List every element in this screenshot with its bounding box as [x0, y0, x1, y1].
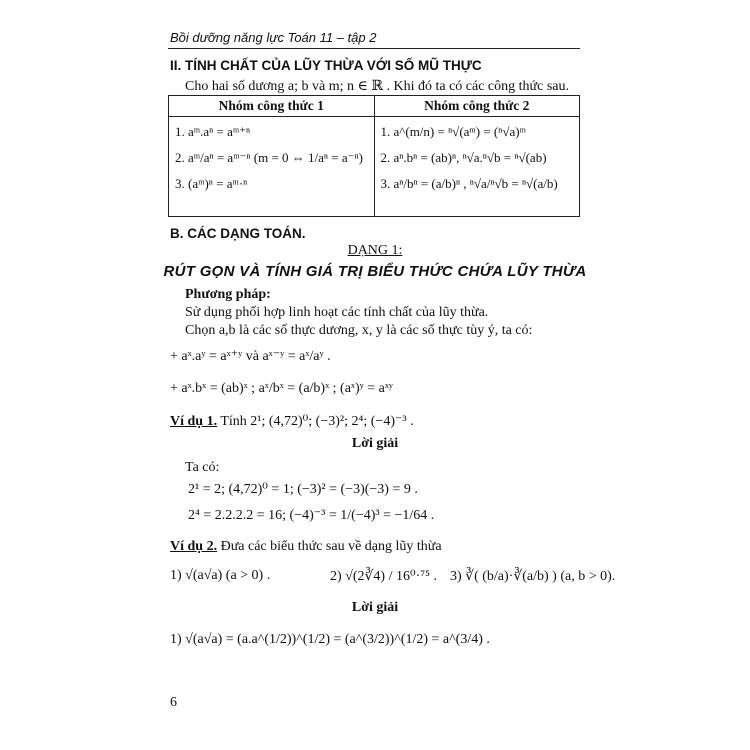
- example-2-item-2: 2) √(2∛4) / 16⁰·⁷⁵ .: [330, 569, 438, 584]
- example-1-line-3: 2⁴ = 2.2.2.2 = 16; (−4)⁻³ = 1/(−4)³ = −1/64 .: [188, 508, 435, 523]
- running-header: Bồi dưỡng năng lực Toán 11 – tập 2: [170, 30, 377, 45]
- section-2-heading: II. TÍNH CHẤT CỦA LŨY THỪA VỚI SỐ MŨ THỰC: [170, 58, 482, 73]
- example-1-label: Ví dụ 1.: [170, 414, 218, 429]
- example-2-item-1: 1) √(a√a) (a > 0) .: [170, 568, 271, 583]
- example-2: [170, 539, 442, 555]
- example-2-item-3: 3) ∛( (b/a)·∛(a/b) ) (a, b > 0).: [450, 569, 616, 584]
- example-2-solution-label: Lời giải: [351, 600, 399, 615]
- page-number: 6: [170, 695, 177, 710]
- formula-1-3: 3. (aᵐ)ⁿ = aᵐ·ⁿ: [175, 176, 248, 191]
- example-1-line-2: 2¹ = 2; (4,72)⁰ = 1; (−3)² = (−3)(−3) = 9 .: [188, 482, 418, 497]
- example-2-text: Đưa các biểu thức sau về dạng lũy thừa: [217, 539, 442, 554]
- section-b-heading: B. CÁC DẠNG TOÁN.: [170, 226, 306, 241]
- formula-1-2: 2. aᵐ/aⁿ = aᵐ⁻ⁿ (m = 0 ⇔ 1/aⁿ = a⁻ⁿ): [175, 150, 363, 165]
- example-1-text: Tính 2¹; (4,72)⁰; (−3)²; 2⁴; (−4)⁻³ .: [217, 414, 414, 429]
- section-2-intro: Cho hai số dương a; b và m; n ∈ ℝ . Khi đó ta có các công thức sau.: [185, 79, 570, 94]
- table-header-group-1: Nhóm công thức 1: [169, 96, 375, 117]
- rule-1: + aˣ.aʸ = aˣ⁺ʸ và aˣ⁻ʸ = aˣ/aʸ .: [170, 349, 331, 364]
- formula-group-1: [169, 117, 375, 217]
- method-text-1: Sử dụng phối hợp linh hoạt các tính chất của lũy thừa.: [185, 305, 489, 320]
- formula-1-1: 1. aᵐ.aⁿ = aᵐ⁺ⁿ: [175, 124, 251, 139]
- formula-table: [168, 95, 580, 217]
- example-2-label: Ví dụ 2.: [170, 539, 218, 554]
- formula-2-3: 3. aⁿ/bⁿ = (a/b)ⁿ , ⁿ√a/ⁿ√b = ⁿ√(a/b): [380, 176, 558, 191]
- rule-2: + aˣ.bˣ = (ab)ˣ ; aˣ/bˣ = (a/b)ˣ ; (aˣ)ʸ = aˣʸ: [170, 381, 394, 396]
- formula-2-2: 2. aⁿ.bⁿ = (ab)ⁿ, ⁿ√a.ⁿ√b = ⁿ√(ab): [380, 150, 547, 165]
- formula-2-1: 1. a^(m/n) = ⁿ√(aᵐ) = (ⁿ√a)ᵐ: [380, 124, 526, 139]
- dang-1-label: DẠNG 1:: [347, 243, 403, 258]
- method-text-2: Chọn a,b là các số thực dương, x, y là các số thực tùy ý, ta có:: [185, 323, 533, 338]
- example-2-answer-1: 1) √(a√a) = (a.a^(1/2))^(1/2) = (a^(3/2))^(1/2) = a^(3/4) .: [170, 632, 490, 647]
- method-label: Phương pháp:: [185, 287, 271, 302]
- example-1-solution-label: Lời giải: [351, 436, 399, 451]
- formula-group-2: [374, 117, 580, 217]
- dang-1-title: RÚT GỌN VÀ TÍNH GIÁ TRỊ BIỂU THỨC CHỨA LŨY THỪA: [163, 263, 587, 280]
- header-rule: [168, 48, 580, 49]
- example-1-line-1: Ta có:: [185, 460, 220, 475]
- example-1: [170, 413, 414, 430]
- book-page: [150, 0, 616, 750]
- table-header-group-2: Nhóm công thức 2: [374, 96, 580, 117]
